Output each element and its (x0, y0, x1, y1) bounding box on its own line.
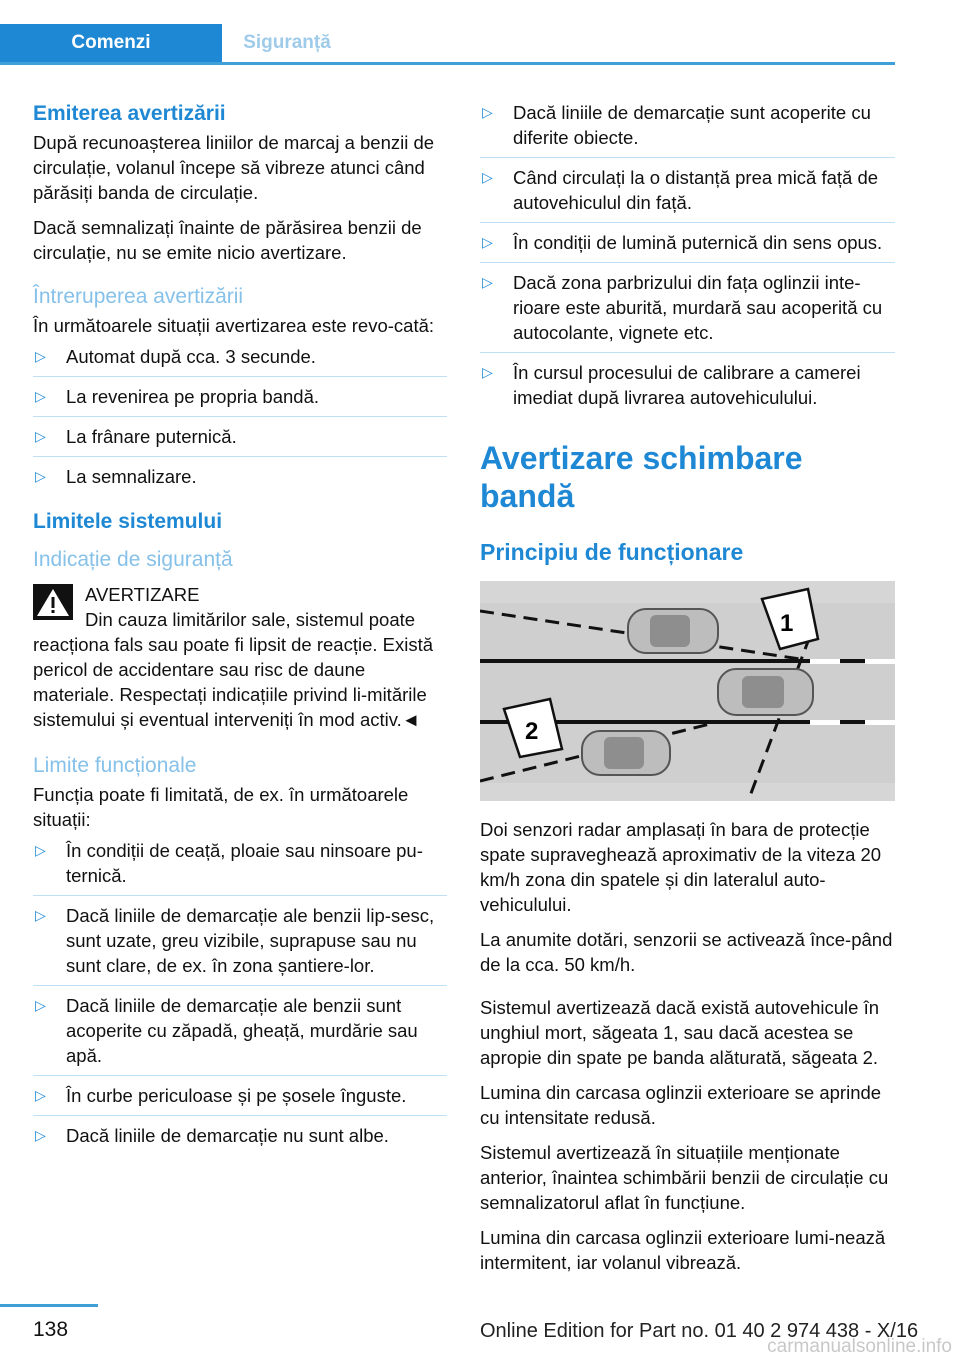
paragraph: Lumina din carcasa oglinzii exterioare lumi-nează intermitent, iar volanul vibrează. (480, 1227, 886, 1273)
bullet-triangle-icon: ▷ (35, 428, 46, 444)
bullet-triangle-icon: ▷ (482, 104, 493, 120)
list-item: ▷ Dacă liniile de demarcație nu sunt albe. (35, 1125, 389, 1146)
bullet-triangle-icon: ▷ (482, 234, 493, 250)
paragraph: Lumina din carcasa oglinzii exterioare se aprinde cu intensitate redusă. (480, 1082, 882, 1128)
warning-body: reacționa fals sau poate fi lipsit de reacție. Există pericol de accidentare sau risc de daune materiale. Respectați indicațiile privind li-mitările sistemului și eventual interveniți în mod activ.◄ (33, 634, 434, 730)
page-number: 138 (33, 1318, 69, 1341)
diagram-label-2: 2 (525, 718, 539, 745)
bullet-triangle-icon: ▷ (35, 1087, 46, 1103)
heading-safety: Indicație de siguranță (33, 548, 233, 571)
paragraph: Sistemul avertizează dacă există autovehicule în unghiul mort, săgeata 1, sau dacă acestea se apropie din spate pe banda alăturată, săgeata 2. (480, 997, 879, 1068)
list-item: ▷ Dacă liniile de demarcație ale benzii lip-sesc, sunt uzate, greu vizibile, suprapuse sau nu sunt clare, de ex. în zona șantiere-lor. (33, 903, 447, 986)
tab-siguranta[interactable]: Siguranță (243, 32, 331, 53)
func-list (33, 838, 447, 1155)
bullet-triangle-icon: ▷ (35, 997, 46, 1013)
footer-edition: Online Edition for Part no. 01 40 2 974 438 - X/16 (480, 1320, 919, 1342)
paragraph: La anumite dotări, senzorii se activează înce-pând de la cca. 50 km/h. (480, 929, 893, 975)
diagram-svg (480, 581, 895, 801)
list-item: ▷ În condiții de lumină puternică din sens opus. (480, 230, 895, 263)
list-item: ▷ Dacă zona parbrizului din fața oglinzii inte-rioare este aburită, murdară sau acoperită cu autocolante, vignete etc. (480, 270, 895, 353)
list-item: ▷ La frânare puternică. (33, 424, 447, 457)
car-1-icon (628, 609, 718, 653)
footer-rule (0, 1304, 98, 1307)
warning-title: AVERTIZARE (85, 584, 200, 605)
list-item: ▷ La semnalizare. (35, 466, 197, 487)
list-item: ▷ În curbe periculoase și pe șosele înguste. (33, 1083, 447, 1116)
heading-func: Limite funcționale (33, 754, 197, 777)
bullet-triangle-icon: ▷ (482, 364, 493, 380)
watermark: carmanualsonline.info (767, 1336, 952, 1357)
paragraph: Funcția poate fi limitată, de ex. în următoarele situații: (33, 784, 409, 830)
warning-line-1: Din cauza limitărilor sale, sistemul poate (85, 609, 416, 630)
bullet-triangle-icon: ▷ (35, 1127, 46, 1143)
list-item: ▷ Automat după cca. 3 secunde. (33, 344, 447, 377)
paragraph: După recunoașterea liniilor de marcaj a benzii de circulație, volanul începe să vibreze atunci când părăsiți banda de circulație. (33, 132, 435, 203)
list-item: ▷ La revenirea pe propria bandă. (33, 384, 447, 417)
diagram-label-1: 1 (780, 610, 794, 637)
heading-stop: Întreruperea avertizării (33, 285, 244, 308)
right-column (480, 100, 895, 1285)
bullet-triangle-icon: ▷ (482, 169, 493, 185)
car-2-icon (718, 669, 813, 715)
bullet-triangle-icon: ▷ (482, 274, 493, 290)
list-item: ▷ În condiții de ceață, ploaie sau ninsoare pu-ternică. (33, 838, 447, 896)
bullet-triangle-icon: ▷ (35, 388, 46, 404)
heading-limits: Limitele sistemului (33, 510, 223, 533)
bullet-triangle-icon: ▷ (35, 842, 46, 858)
bullet-triangle-icon: ▷ (35, 468, 46, 484)
heading-lane-change: Avertizare schimbare bandă (480, 440, 803, 514)
list-item: ▷ Dacă liniile de demarcație sunt acoperite cu diferite obiecte. (480, 100, 895, 158)
tab-comenzi[interactable]: Comenzi (0, 24, 222, 62)
list-item: ▷ Când circulați la o distanță prea mică față de autovehiculul din față. (480, 165, 895, 223)
list-item: ▷ În cursul procesului de calibrare a camerei imediat după livrarea autovehiculului. (482, 362, 861, 408)
stop-list (33, 344, 447, 496)
bullet-triangle-icon: ▷ (35, 907, 46, 923)
left-column (33, 100, 447, 1167)
bullet-triangle-icon: ▷ (35, 348, 46, 364)
warning-triangle-icon (33, 584, 73, 620)
warning-box (33, 582, 447, 732)
paragraph: În următoarele situații avertizarea este revo-cată: (33, 315, 435, 336)
list-item: ▷ Dacă liniile de demarcație ale benzii sunt acoperite cu zăpadă, gheață, murdărie sau apă. (33, 993, 447, 1076)
lane-change-diagram (480, 581, 895, 801)
paragraph: Doi senzori radar amplasați în bara de protecție spate supraveghează aproximativ de la viteza 20 km/h zona din spatele și din lateralul auto-vehiculului. (480, 819, 882, 915)
paragraph: Sistemul avertizează în situațiile menționate anterior, înaintea schimbării benzii de circulație cu semnalizatorul aflat în funcțiune. (480, 1142, 889, 1213)
section-tabs (0, 24, 895, 65)
heading-principle: Principiu de funcționare (480, 539, 744, 565)
func-list-continued (480, 100, 895, 417)
car-3-icon (582, 731, 670, 775)
heading-emit: Emiterea avertizării (33, 102, 226, 125)
paragraph: Dacă semnalizați înainte de părăsirea benzii de circulație, nu se emite nicio avertizare. (33, 217, 422, 263)
